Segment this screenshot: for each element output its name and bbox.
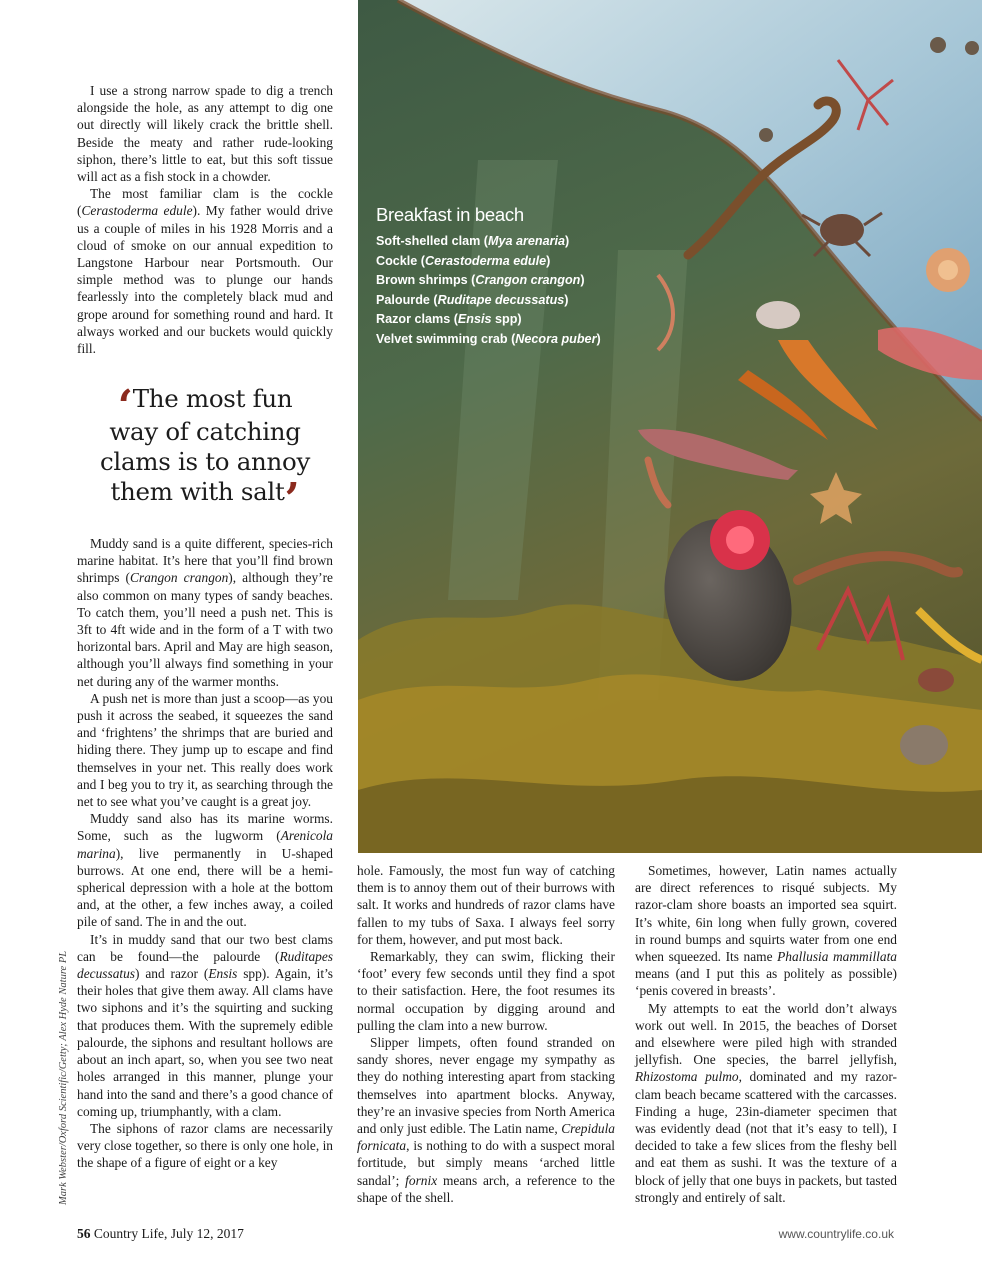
photo-caption [376,204,601,349]
paragraph: The siphons of razor clams are necessarily very close together, so there is only one hole, in the shape of a figure of eight or a key [77,1120,333,1171]
paragraph: hole. Famously, the most fun way of catching them is to annoy them out of their burrows with salt. It works and hundreds of razor clams have fallen to my tubs of Saxa. I always feel sorry for them, however, and put most back. [357,863,615,947]
paragraph: Slipper limpets, often found stranded on sandy shores, never engage my sympathy as they do nothing interesting apart from stacking themselves into apartment blocks. Anyway, they’re an invasive species from North America and only just edible. The Latin name, Crepidula fornicata, is nothing to do with a suspect moral fortitude, but simply means ‘arched little sandal’; fornix means arch, a reference to the shape of the shell. [357,1035,615,1205]
page-number: 56 [77,1226,91,1241]
article-column-1 [77,82,333,357]
magazine-date: Country Life, July 12, 2017 [90,1226,244,1241]
close-quote-mark: ’ [284,474,300,525]
paragraph: Muddy sand is a quite different, species-rich marine habitat. It’s here that you’ll find brown shrimps (Crangon crangon), although they’re also common on many types of sandy beaches. To catch them, you’ll need a push net. This is 3ft to 4ft wide and in the form of a T with two horizontal bars. April and May are high season, although you’ll always find something in your net during any of the warmer months. [77,536,334,689]
paragraph: I use a strong narrow spade to dig a trench alongside the hole, as any attempt to dig one out directly will likely crack the brittle shell. Beside the meaty and rather rude-looking siphon, there’s little to eat, but this soft tissue will act as a fish stock in a chowder. [77,83,333,185]
caption-item: Razor clams (Ensis spp) [376,312,522,326]
article-column-1-continued [77,535,333,1172]
paragraph: My attempts to eat the world don’t always work out well. In 2015, the beaches of Dorset and elsewhere were piled high with stranded jellyfish. One species, the barrel jellyfish, Rhizostoma pulmo, dominated and my razor-clam beach became scattered with the carcasses. Finding a huge, 23in-diameter specimen that was evidently dead (not that it’s easy to tell), I decided to take a few slices from the fleshy bell and eat them as sushi. It was the texture of a block of jelly that one buys in packets, but tasted strongly and entirely of salt. [635,1000,897,1205]
article-column-2 [357,862,615,1206]
page-folio [77,1226,244,1242]
paragraph: The most familiar clam is the cockle (Cerastoderma edule). My father would drive us a couple of miles in his 1928 Morris and a cloud of smoke on our annual expedition to Langstone Harbour near Portsmouth. Our simple method was to plunge our hands fearlessly into the completely black mud and grope around for something round and hard. It always worked and our buckets would quickly fill. [77,186,333,357]
marine-life-illustration [358,0,982,853]
paragraph: Remarkably, they can swim, flicking their ‘foot’ every few seconds until they find a spot to their satisfaction. Here, the foot resumes its normal occupation by digging around and pulling the clam into a new burrow. [357,949,615,1033]
pull-quote-text: The most fun way of catching clams is to annoy them with salt [100,384,310,506]
photo-credit: Mark Webster/Oxford Scientific/Getty; Alex Hyde Nature PL [58,950,69,1205]
caption-title: Breakfast in beach [376,204,524,225]
paragraph: A push net is more than just a scoop—as you push it across the seabed, it squeezes the sand and ‘frightens’ the shrimps that are buried and hiding there. They jump up to escape and find themselves in your net. This really does work and I beg you to try it, as searching through the net to see what you’ve caught is a great joy. [77,690,333,810]
paragraph: It’s in muddy sand that our two best clams can be found—the palourde (Ruditapes decussatus) and razor (Ensis spp). Again, it’s their holes that give them away. All clams have two siphons and it’s the squirting and sucking that produces them. With the supremely edible palourde, the siphons and resultant hollows are about an inch apart, so, when you see two neat holes arranged in this manner, plunge your hand into the sand and there’s a good chance of coming up, triumphantly, with a clam. [77,931,334,1119]
pull-quote [90,381,320,525]
caption-item: Brown shrimps (Crangon crangon) [376,273,585,287]
caption-item: Cockle (Cerastoderma edule) [376,253,551,268]
paragraph: Muddy sand also has its marine worms. Some, such as the lugworm (Arenicola marina), live permanently in U-shaped burrows. At one end, there will be a hemispherical depression with a hole at the bottom and, at the other, a few inches away, a coiled pile of sand. The in and the out. [77,811,333,930]
open-quote-mark: ‘ [117,381,133,432]
caption-item: Velvet swimming crab (Necora puber) [376,331,601,346]
caption-item: Soft-shelled clam (Mya arenaria) [376,234,570,248]
paragraph: Sometimes, however, Latin names actually are direct references to risqué subjects. My razor-clam shore boasts an imported sea squirt. It’s white, 6in long when fully grown, covered in round bumps and squirts water from one end when squeezed. Its name Phallusia mammillata means (and I put this as politely as possible) ‘penis covered in breasts’. [635,863,897,999]
article-column-3 [635,862,897,1206]
website-url[interactable]: www.countrylife.co.uk [778,1227,894,1241]
caption-item: Palourde (Ruditape decussatus) [376,292,569,307]
